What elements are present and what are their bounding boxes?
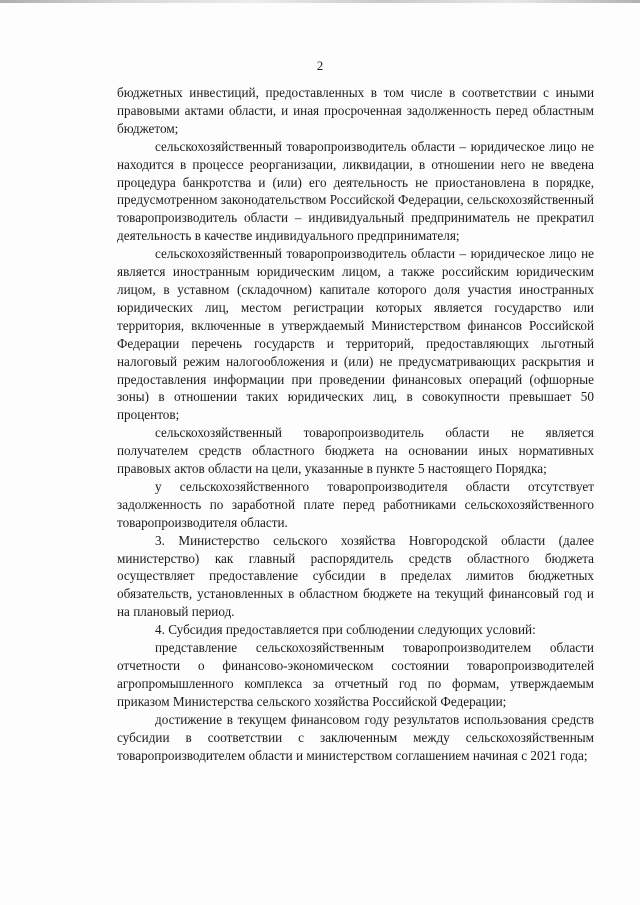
paragraph-not-recipient-other-funds: сельскохозяйственный товаропроизводитель области не является получателем средств областного бюджета на основании иных нормативных правовых актов области на цели, указанные в пункте 5 настоящего Порядка; [117, 425, 594, 477]
paragraph-not-in-reorganization: сельскохозяйственный товаропроизводитель области – юридическое лицо не находится в процессе реорганизации, ликвидации, в отношении него не введена процедура банкротства и (или) его деятельность не приостановлена в порядке, предусмотренном законодательством Российской Федерации, сельскохозяйственный товаропроизводитель области – индивидуальный предприниматель не прекратил деятельность в качестве индивидуального предпринимателя; [117, 138, 594, 244]
paragraph-not-foreign-entity: сельскохозяйственный товаропроизводитель области – юридическое лицо не является иностранным юридическим лицом, а также российским юридическим лицом, в уставном (складочном) капитале которого доля участия иностранных юридических лиц, местом регистрации которых является государство или территория, включенные в утверждаемый Министерством финансов Российской Федерации перечень государств и территорий, предоставляющих льготный налоговый режим налогообложения и (или) не предусматривающих раскрытия и предоставления информации при проведении финансовых операций (офшорные зоны) в отношении таких юридических лиц, в совокупности превышает 50 процентов; [117, 246, 594, 423]
clause-3-ministry: 3. Министерство сельского хозяйства Новгородской области (далее министерство) как главный распорядитель средств областного бюджета осуществляет предоставление субсидии в пределах лимитов бюджетных обязательств, установленных в областном бюджете на текущий финансовый год и на плановый период. [117, 532, 594, 620]
scan-top-edge [0, 0, 640, 3]
document-body [117, 84, 594, 764]
clause-4-conditions: 4. Субсидия предоставляется при соблюдении следующих условий: [155, 622, 536, 638]
page-number: 2 [316, 58, 324, 73]
paragraph-results-condition: достижение в текущем финансовом году результатов использования средств субсидии в соответствии с заключенным между сельскохозяйственным товаропроизводителем области и министерством соглашением начиная с 2021 года; [117, 711, 594, 763]
paragraph-no-wage-arrears: у сельскохозяйственного товаропроизводителя области отсутствует задолженность по заработной плате перед работниками сельскохозяйственного товаропроизводителя области. [117, 478, 594, 530]
paragraph-reporting-condition: представление сельскохозяйственным товаропроизводителем области отчетности о финансово-экономическом состоянии товаропроизводителей агропромышленного комплекса за отчетный год по формам, утверждаемым приказом Министерства сельского хозяйства Российской Федерации; [117, 640, 594, 709]
paragraph-continuation: бюджетных инвестиций, предоставленных в том числе в соответствии с иными правовыми актами области, и иная просроченная задолженность перед областным бюджетом; [117, 85, 594, 136]
